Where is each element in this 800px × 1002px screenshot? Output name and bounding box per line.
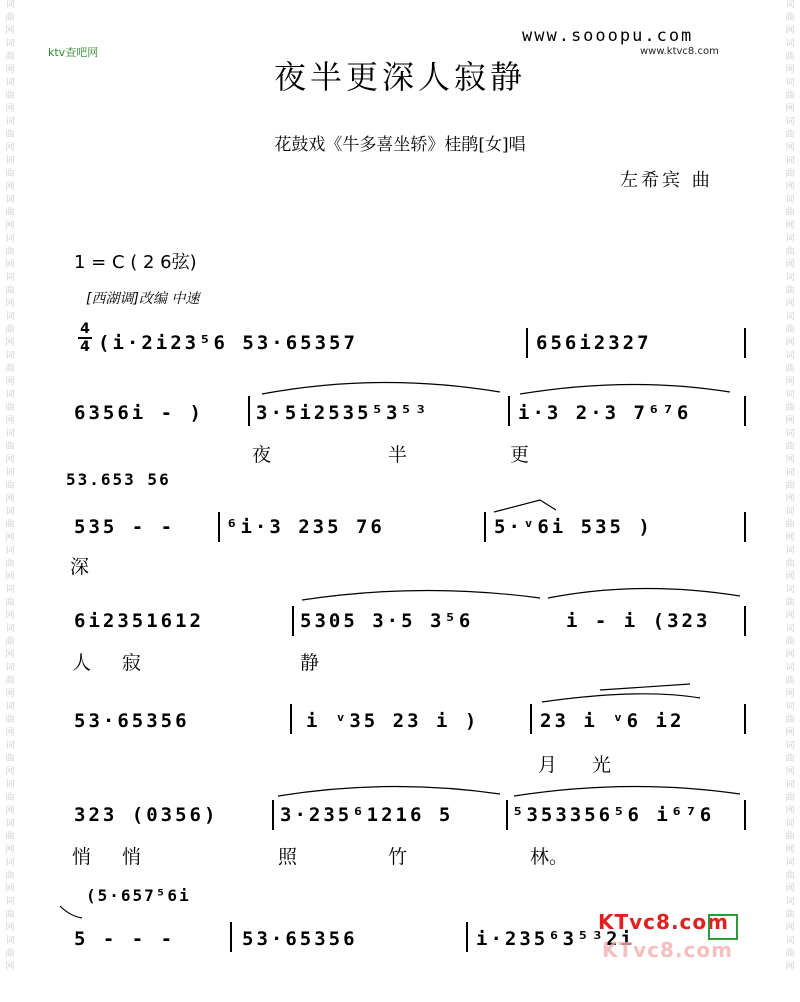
watermark-glyph: 曲 bbox=[5, 598, 15, 608]
watermark-glyph: 词 bbox=[785, 819, 795, 829]
site-url-main[interactable]: www.sooopu.com bbox=[522, 26, 694, 46]
lyric: 林。 bbox=[530, 846, 569, 868]
watermark-glyph: 词 bbox=[5, 741, 15, 751]
lyric: 静 bbox=[300, 652, 320, 674]
watermark-glyph: 曲 bbox=[5, 13, 15, 23]
watermark-glyph: 网 bbox=[785, 962, 795, 972]
watermark-glyph: 词 bbox=[5, 0, 15, 10]
watermark-glyph: 网 bbox=[5, 260, 15, 270]
watermark-glyph: 网 bbox=[5, 572, 15, 582]
row4-measure3: i - i (323 bbox=[566, 610, 711, 632]
row3-measure1: 535 - - bbox=[74, 516, 176, 538]
watermark-glyph: 曲 bbox=[5, 52, 15, 62]
watermark-glyph: 词 bbox=[785, 468, 795, 478]
watermark-glyph: 网 bbox=[5, 416, 15, 426]
watermark-glyph: 词 bbox=[5, 234, 15, 244]
row4-measure2: 5305 3·5 3⁵6 bbox=[300, 610, 474, 632]
watermark-glyph: 曲 bbox=[785, 598, 795, 608]
lyric: 半 bbox=[388, 444, 408, 466]
lyric: 照 bbox=[278, 846, 298, 868]
row7-measure3: i·235⁶3⁵³2i bbox=[476, 928, 635, 950]
watermark-glyph: 网 bbox=[785, 143, 795, 153]
watermark-glyph: 词 bbox=[5, 273, 15, 283]
row2-measure3: i·3 2·3 7⁶⁷6 bbox=[518, 402, 692, 424]
watermark-glyph: 网 bbox=[785, 767, 795, 777]
watermark-glyph: 曲 bbox=[785, 559, 795, 569]
watermark-glyph: 网 bbox=[5, 728, 15, 738]
row5-measure2: i ᵛ35 23 i ) bbox=[306, 710, 480, 732]
watermark-glyph: 网 bbox=[785, 572, 795, 582]
row7-measure1: 5 - - - bbox=[74, 928, 176, 950]
lyric: 更 bbox=[510, 444, 530, 466]
row2-measure1: 6356i - ) bbox=[74, 402, 204, 424]
watermark-glyph: 曲 bbox=[785, 832, 795, 842]
composer-credit: 左希宾 曲 bbox=[620, 170, 713, 191]
watermark-glyph: 曲 bbox=[785, 754, 795, 764]
watermark-glyph: 词 bbox=[785, 234, 795, 244]
watermark-glyph: 曲 bbox=[5, 520, 15, 530]
row5-measure3: 23 i ᵛ6 i2 bbox=[540, 710, 685, 732]
watermark-glyph: 网 bbox=[785, 845, 795, 855]
watermark-glyph: 网 bbox=[5, 299, 15, 309]
slur bbox=[542, 694, 700, 702]
logo-text-shadow: KTvc8.com bbox=[602, 938, 733, 962]
slur bbox=[262, 382, 500, 394]
watermark-glyph: 词 bbox=[5, 624, 15, 634]
watermark-glyph: 曲 bbox=[785, 949, 795, 959]
watermark-glyph: 曲 bbox=[5, 910, 15, 920]
watermark-glyph: 曲 bbox=[785, 13, 795, 23]
watermark-glyph: 网 bbox=[785, 65, 795, 75]
watermark-glyph: 曲 bbox=[5, 403, 15, 413]
watermark-glyph: 网 bbox=[785, 611, 795, 621]
watermark-glyph: 词 bbox=[785, 78, 795, 88]
watermark-glyph: 曲 bbox=[5, 832, 15, 842]
watermark-glyph: 网 bbox=[5, 650, 15, 660]
lyric: 光 bbox=[592, 754, 612, 776]
watermark-glyph: 词 bbox=[785, 117, 795, 127]
slur bbox=[302, 590, 540, 600]
logo-text: KTvc8.com bbox=[598, 910, 729, 934]
row5-measure1: 53·65356 bbox=[74, 710, 190, 732]
watermark-glyph: 网 bbox=[5, 923, 15, 933]
watermark-glyph: 网 bbox=[785, 26, 795, 36]
watermark-glyph: 网 bbox=[785, 377, 795, 387]
watermark-glyph: 词 bbox=[5, 507, 15, 517]
logo-box-icon bbox=[708, 914, 738, 940]
watermark-glyph: 曲 bbox=[785, 130, 795, 140]
watermark-glyph: 词 bbox=[785, 702, 795, 712]
watermark-glyph: 曲 bbox=[5, 325, 15, 335]
watermark-glyph: 曲 bbox=[785, 637, 795, 647]
watermark-glyph: 曲 bbox=[785, 520, 795, 530]
watermark-glyph: 词 bbox=[785, 741, 795, 751]
watermark-glyph: 曲 bbox=[5, 637, 15, 647]
watermark-glyph: 网 bbox=[785, 299, 795, 309]
watermark-glyph: 词 bbox=[5, 39, 15, 49]
watermark-glyph: 网 bbox=[5, 845, 15, 855]
watermark-glyph: 曲 bbox=[5, 247, 15, 257]
watermark-glyph: 词 bbox=[5, 546, 15, 556]
watermark-glyph: 词 bbox=[785, 663, 795, 673]
watermark-glyph: 曲 bbox=[785, 169, 795, 179]
watermark-glyph: 词 bbox=[5, 936, 15, 946]
watermark-glyph: 网 bbox=[5, 806, 15, 816]
watermark-glyph: 曲 bbox=[785, 481, 795, 491]
watermark-glyph: 词 bbox=[785, 507, 795, 517]
watermark-glyph: 曲 bbox=[785, 286, 795, 296]
song-title: 夜半更深人寂静 bbox=[273, 58, 526, 96]
lyric: 月 bbox=[538, 754, 558, 776]
watermark-glyph: 网 bbox=[785, 416, 795, 426]
watermark-glyph: 网 bbox=[5, 338, 15, 348]
row7-intro-phrase: (5·657⁵6i bbox=[86, 886, 191, 905]
row4-measure1: 6i2351612 bbox=[74, 610, 204, 632]
watermark-glyph: 词 bbox=[5, 897, 15, 907]
watermark-glyph: 词 bbox=[5, 663, 15, 673]
watermark-glyph: 网 bbox=[5, 611, 15, 621]
lyric: 竹 bbox=[388, 846, 408, 868]
watermark-glyph: 词 bbox=[5, 819, 15, 829]
watermark-glyph: 词 bbox=[785, 156, 795, 166]
watermark-glyph: 曲 bbox=[785, 676, 795, 686]
watermark-glyph: 曲 bbox=[5, 91, 15, 101]
watermark-glyph: 词 bbox=[785, 936, 795, 946]
watermark-glyph: 网 bbox=[785, 650, 795, 660]
row3-measure2: ⁶i·3 235 76 bbox=[226, 516, 385, 538]
lyric: 悄 bbox=[72, 846, 92, 868]
watermark-glyph: 网 bbox=[5, 221, 15, 231]
watermark-glyph: 网 bbox=[785, 884, 795, 894]
watermark-glyph: 词 bbox=[785, 897, 795, 907]
watermark-glyph: 词 bbox=[785, 39, 795, 49]
watermark-glyph: 网 bbox=[5, 494, 15, 504]
row2-measure2: 3·5i2535⁵3⁵³ bbox=[256, 402, 430, 424]
watermark-glyph: 曲 bbox=[785, 910, 795, 920]
watermark-glyph: 词 bbox=[785, 273, 795, 283]
watermark-glyph: 曲 bbox=[785, 871, 795, 881]
watermark-glyph: 网 bbox=[785, 728, 795, 738]
slur bbox=[494, 500, 556, 512]
row3-intro-phrase: 53.653 56 bbox=[66, 470, 171, 489]
watermark-glyph: 网 bbox=[5, 104, 15, 114]
watermark-glyph: 曲 bbox=[5, 949, 15, 959]
watermark-glyph: 词 bbox=[785, 624, 795, 634]
watermark-glyph: 词 bbox=[5, 351, 15, 361]
row1-measure2: 656i2327 bbox=[536, 332, 652, 354]
watermark-glyph: 词 bbox=[5, 390, 15, 400]
watermark-glyph: 词 bbox=[5, 429, 15, 439]
watermark-glyph: 曲 bbox=[5, 442, 15, 452]
watermark-glyph: 曲 bbox=[5, 559, 15, 569]
row3-measure3: 5·ᵛ6i 535 ) bbox=[494, 516, 653, 538]
watermark-glyph: 曲 bbox=[5, 793, 15, 803]
slur bbox=[60, 906, 82, 918]
watermark-glyph: 词 bbox=[5, 78, 15, 88]
row7-measure2: 53·65356 bbox=[242, 928, 358, 950]
watermark-glyph: 网 bbox=[785, 221, 795, 231]
watermark-glyph: 曲 bbox=[785, 403, 795, 413]
watermark-glyph: 词 bbox=[5, 780, 15, 790]
watermark-glyph: 词 bbox=[785, 429, 795, 439]
watermark-glyph: 网 bbox=[5, 455, 15, 465]
watermark-glyph: 网 bbox=[5, 182, 15, 192]
watermark-glyph: 曲 bbox=[785, 793, 795, 803]
watermark-glyph: 曲 bbox=[5, 715, 15, 725]
watermark-glyph: 词 bbox=[5, 195, 15, 205]
lyric: 悄 bbox=[122, 846, 142, 868]
watermark-glyph: 网 bbox=[785, 494, 795, 504]
site-name-left: ktv查吧网 bbox=[48, 46, 99, 59]
watermark-glyph: 曲 bbox=[785, 91, 795, 101]
watermark-glyph: 曲 bbox=[785, 325, 795, 335]
watermark-glyph: 网 bbox=[785, 806, 795, 816]
watermark-glyph: 网 bbox=[5, 143, 15, 153]
watermark-glyph: 词 bbox=[5, 468, 15, 478]
site-url-sub[interactable]: www.ktvc8.com bbox=[640, 46, 719, 57]
watermark-glyph: 网 bbox=[5, 533, 15, 543]
watermark-glyph: 曲 bbox=[785, 52, 795, 62]
watermark-glyph: 曲 bbox=[785, 364, 795, 374]
watermark-glyph: 词 bbox=[785, 312, 795, 322]
watermark-glyph: 词 bbox=[5, 312, 15, 322]
row6-measure1: 323 (0356) bbox=[74, 804, 219, 826]
watermark-glyph: 网 bbox=[785, 182, 795, 192]
slur bbox=[278, 786, 500, 796]
watermark-glyph: 词 bbox=[785, 390, 795, 400]
slur bbox=[548, 588, 740, 598]
lyric: 人 bbox=[72, 652, 92, 674]
watermark-glyph: 曲 bbox=[785, 247, 795, 257]
watermark-glyph: 词 bbox=[785, 546, 795, 556]
row6-measure2: 3·235⁶1216 5 bbox=[280, 804, 454, 826]
lyric: 深 bbox=[70, 556, 90, 578]
watermark-glyph: 曲 bbox=[5, 208, 15, 218]
watermark-glyph: 曲 bbox=[5, 364, 15, 374]
watermark-glyph: 词 bbox=[785, 351, 795, 361]
watermark-glyph: 网 bbox=[785, 455, 795, 465]
song-subtitle: 花鼓戏《牛多喜坐轿》桂鹃[女]唱 bbox=[274, 135, 526, 155]
watermark-glyph: 曲 bbox=[785, 208, 795, 218]
watermark-glyph: 网 bbox=[5, 65, 15, 75]
watermark-glyph: 网 bbox=[5, 377, 15, 387]
watermark-glyph: 曲 bbox=[785, 442, 795, 452]
watermark-glyph: 曲 bbox=[5, 169, 15, 179]
watermark-glyph: 曲 bbox=[5, 481, 15, 491]
slur bbox=[514, 786, 740, 796]
watermark-glyph: 网 bbox=[785, 923, 795, 933]
watermark-glyph: 网 bbox=[5, 767, 15, 777]
lyric: 寂 bbox=[122, 652, 142, 674]
row1-measure1: (i·2i23⁵6 53·65357 bbox=[98, 332, 358, 354]
watermark-glyph: 词 bbox=[5, 117, 15, 127]
watermark-glyph: 词 bbox=[5, 585, 15, 595]
watermark-glyph: 网 bbox=[785, 260, 795, 270]
watermark-glyph: 词 bbox=[5, 858, 15, 868]
watermark-glyph: 网 bbox=[785, 104, 795, 114]
watermark-glyph: 词 bbox=[785, 195, 795, 205]
watermark-glyph: 词 bbox=[5, 156, 15, 166]
time-signature-top: 4 bbox=[80, 321, 90, 337]
watermark-glyph: 曲 bbox=[5, 676, 15, 686]
watermark-glyph: 词 bbox=[785, 780, 795, 790]
watermark-glyph: 曲 bbox=[5, 871, 15, 881]
lyric: 夜 bbox=[252, 444, 272, 466]
watermark-glyph: 网 bbox=[785, 533, 795, 543]
watermark-glyph: 网 bbox=[785, 338, 795, 348]
tune-style: [西湖调]改编 中速 bbox=[86, 291, 200, 307]
ktvc8-logo bbox=[598, 910, 744, 970]
watermark-glyph: 网 bbox=[5, 884, 15, 894]
watermark-glyph: 网 bbox=[5, 689, 15, 699]
watermark-glyph: 曲 bbox=[5, 754, 15, 764]
row6-measure3: ⁵353356⁵6 i⁶⁷6 bbox=[512, 804, 715, 826]
watermark-glyph: 网 bbox=[5, 26, 15, 36]
watermark-glyph: 网 bbox=[785, 689, 795, 699]
watermark-glyph: 曲 bbox=[5, 130, 15, 140]
slur bbox=[600, 684, 690, 690]
watermark-glyph: 词 bbox=[785, 858, 795, 868]
watermark-glyph: 网 bbox=[5, 962, 15, 972]
watermark-glyph: 曲 bbox=[785, 715, 795, 725]
slur bbox=[520, 384, 730, 394]
watermark-glyph: 词 bbox=[5, 702, 15, 712]
time-signature-bottom: 4 bbox=[80, 339, 90, 355]
watermark-glyph: 词 bbox=[785, 585, 795, 595]
watermark-glyph: 词 bbox=[785, 0, 795, 10]
key-signature: 1 = C ( 2 6弦) bbox=[74, 252, 197, 273]
watermark-glyph: 曲 bbox=[5, 286, 15, 296]
